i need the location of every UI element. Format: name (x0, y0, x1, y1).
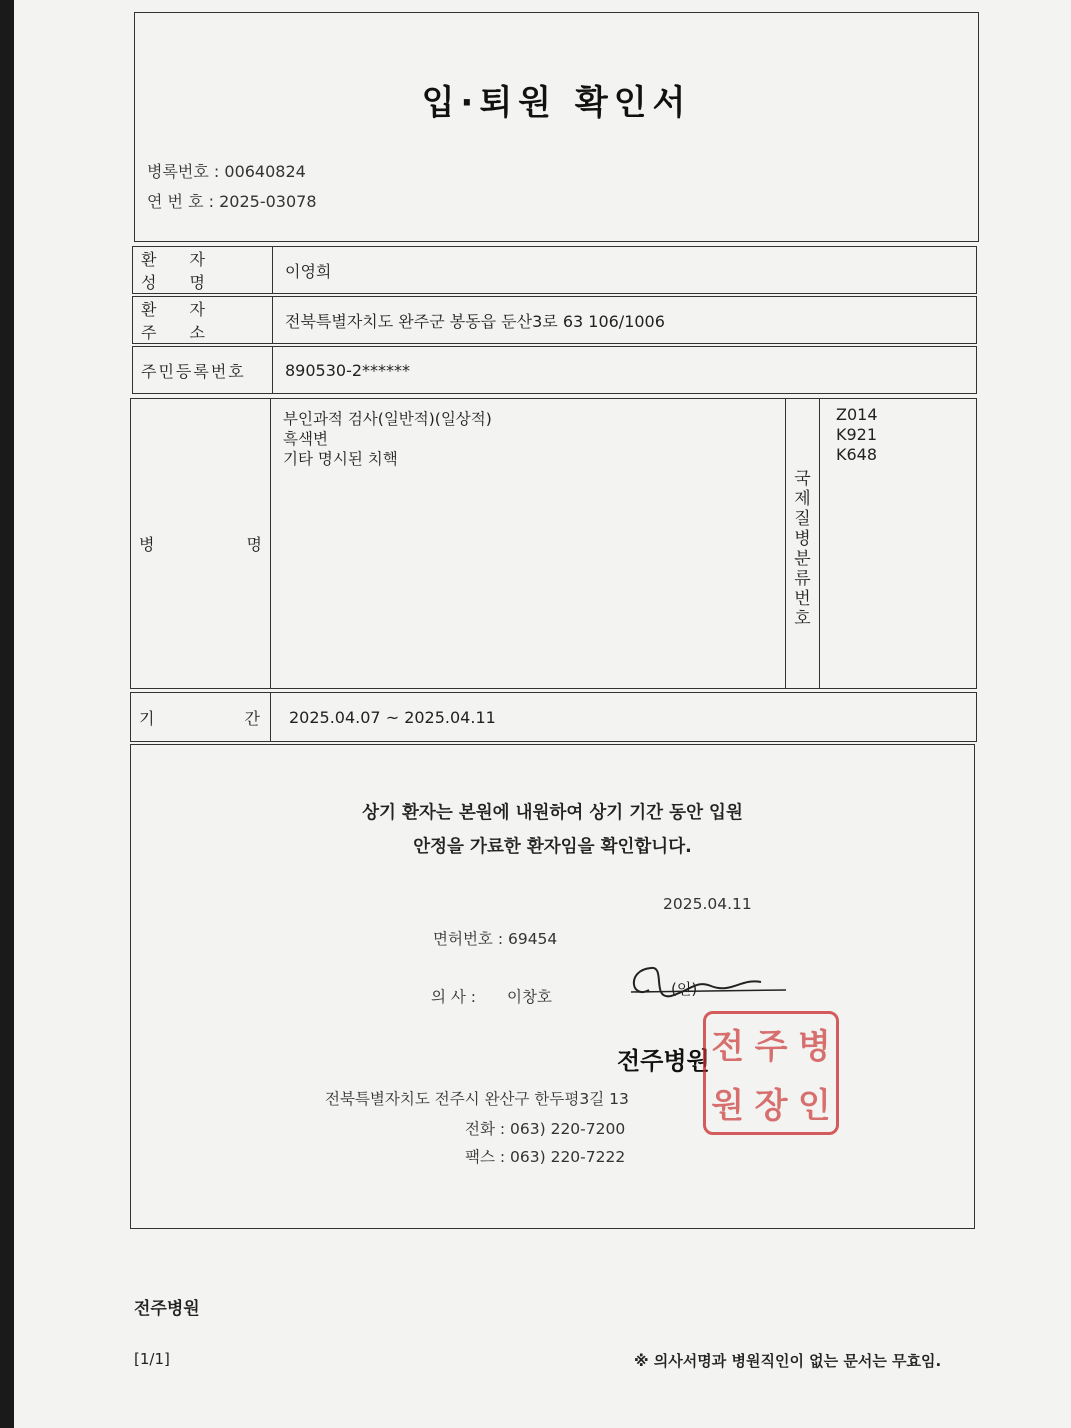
period-label-right: 간 (244, 708, 262, 728)
seal-char: 장 (754, 1086, 788, 1126)
icd-label-char: 제 (794, 489, 811, 509)
hospital-fax: 팩스 : 063) 220-7222 (465, 1148, 626, 1166)
statement-line-2: 안정을 가료한 환자임을 확인합니다. (413, 837, 692, 857)
icd-label-char: 국 (794, 469, 811, 489)
hospital-phone: 전화 : 063) 220-7200 (465, 1120, 626, 1138)
icd-label-char: 번 (794, 589, 811, 609)
icd-label-char: 병 (794, 529, 811, 549)
disease-name: 흑색변 (283, 430, 328, 448)
validity-notice: ※ 의사서명과 병원직인이 없는 문서는 무효임. (634, 1352, 942, 1370)
record-number: 병록번호 : 00640824 (147, 162, 306, 181)
patient-name: 이영희 (285, 261, 332, 281)
confirmation-section (130, 744, 975, 1229)
icd-code: K921 (836, 425, 878, 444)
patient-address-label: 환 자 주 소 (133, 297, 273, 343)
icd-code: K648 (836, 445, 878, 464)
doctor-name: 이창호 (507, 988, 552, 1006)
document-header (134, 12, 979, 242)
serial-number: 연 번 호 : 2025-03078 (147, 192, 317, 211)
sign-mark: (인) (671, 980, 698, 998)
period-row (130, 692, 977, 742)
hospital-name: 전주병원 (617, 1047, 710, 1075)
disease-label-left: 병 (139, 535, 155, 554)
patient-name-row (132, 246, 977, 294)
patient-id-label: 주민등록번호 (133, 347, 273, 393)
hospital-seal-stamp (703, 1011, 839, 1135)
icd-label-char: 류 (794, 569, 811, 589)
disease-name: 부인과적 검사(일반적)(일상적) (283, 410, 492, 428)
icd-codes (820, 399, 976, 688)
doctor-label: 의 사 : (431, 988, 477, 1006)
document-title: 입·퇴원 확인서 (421, 83, 692, 123)
patient-id: 890530-2****** (285, 360, 411, 380)
patient-name-label: 환 자 성 명 (133, 247, 273, 293)
seal-char: 전 (711, 1027, 745, 1067)
disease-table (130, 398, 977, 689)
hospital-address: 전북특별자치도 전주시 완산구 한두평3길 13 (325, 1090, 629, 1108)
license-number: 면허번호 : 69454 (433, 930, 558, 948)
issue-date: 2025.04.11 (663, 895, 752, 913)
period-label-left: 기 (139, 708, 157, 728)
patient-address-row (132, 296, 977, 344)
icd-label-char: 호 (794, 609, 811, 629)
disease-label (131, 399, 271, 688)
document-page (14, 0, 1071, 1428)
statement-line-1: 상기 환자는 본원에 내원하여 상기 기간 동안 입원 (362, 803, 743, 823)
patient-id-row (132, 346, 977, 394)
icd-label-char: 질 (794, 509, 811, 529)
icd-label-char: 분 (794, 549, 811, 569)
disease-name: 기타 명시된 치핵 (283, 450, 398, 468)
seal-char: 원 (711, 1086, 745, 1126)
patient-address: 전북특별자치도 완주군 봉동읍 둔산3로 63 106/1006 (285, 311, 665, 331)
footer-hospital-name: 전주병원 (134, 1299, 200, 1319)
seal-char: 주 (754, 1027, 788, 1067)
seal-char: 병 (797, 1027, 831, 1067)
page-indicator: [1/1] (134, 1350, 170, 1368)
icd-code: Z014 (836, 405, 878, 424)
period-value: 2025.04.07 ~ 2025.04.11 (289, 707, 496, 727)
disease-names (271, 399, 786, 688)
disease-label-right: 명 (246, 535, 262, 554)
period-label (131, 693, 271, 741)
seal-char: 인 (797, 1086, 831, 1126)
doctor-signature (621, 960, 791, 1010)
icd-label (786, 399, 820, 688)
